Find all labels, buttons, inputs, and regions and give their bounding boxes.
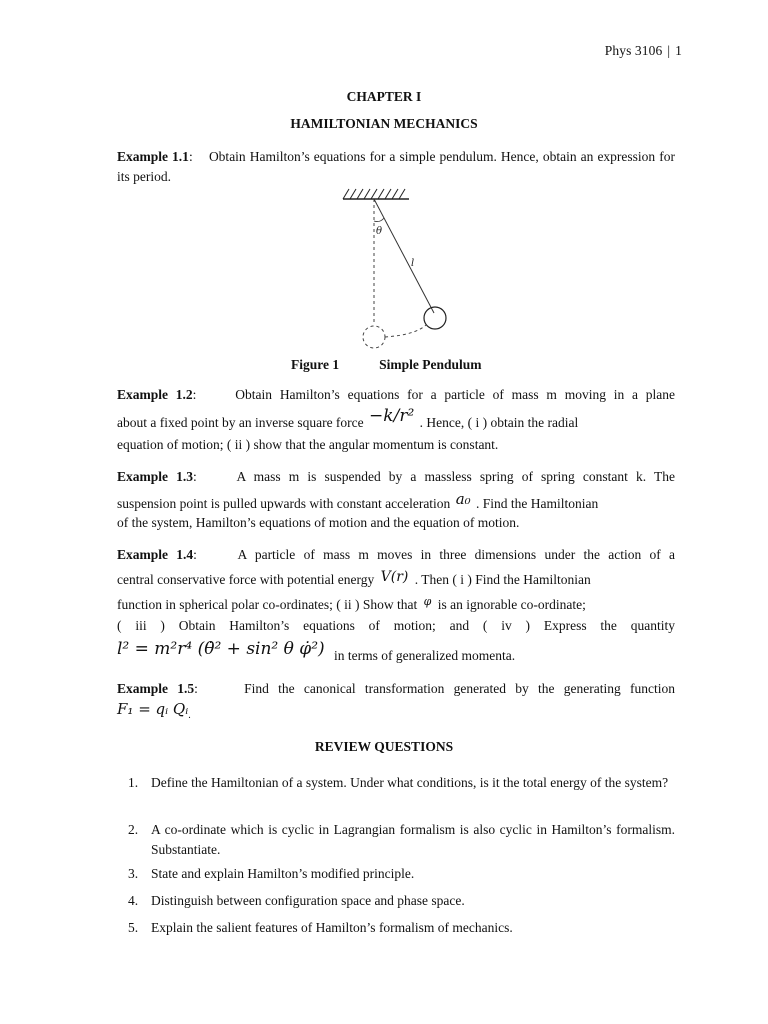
acceleration-symbol: a₀ — [455, 490, 471, 508]
review-title: REVIEW QUESTIONS — [314, 739, 454, 754]
example-1-1: Example 1.1: Obtain Hamilton’s equations for a simple pendulum. Hence, obtain an expression for its period. — [117, 149, 675, 184]
course-code: Phys 3106 — [604, 43, 663, 58]
example-1-4-line-4: ( iii ) Obtain Hamilton’s equations of motion; and ( iv ) Express the quantity — [117, 618, 675, 633]
theta-label: θ — [376, 226, 383, 237]
example-1-4-line-3: function in spherical polar co-ordinates; ( ii ) Show that $^\varphi$ is an ignorable co-ordinate; — [117, 595, 586, 612]
example-text: Obtain Hamilton’s equations for a simple pendulum. Hence, obtain an expression for its period. — [117, 149, 675, 184]
example-1-4-line-1: Example 1.4: A particle of mass m moves in three dimensions under the action of a — [117, 547, 675, 562]
example-1-4-line-2: central conservative force with potential energy V(r) . Then ( i ) Find the Hamiltonian — [117, 569, 591, 587]
example-1-5-line-1: Example 1.5: Find the canonical transformation generated by the generating function — [117, 681, 675, 696]
figure-caption — [291, 357, 482, 373]
example-label: Example 1.2 — [117, 387, 193, 402]
document-page: Phys 3106 | 1 CHAPTER I HAMILTONIAN MECHANICS Example 1.1: Obtain Hamilton’s equations for a simple pendulum. Hence, obtain an expression for its period. θ l Figure 1 Simple Pendulum Example 1.2: Obtain Hamilton’s equations for a particle of mass m moving in a plane about a fixed point by an inverse square force −k/r² . Hence, ( i ) obtain the radial equation of motion; ( ii ) show that the angular momentum is constant. Example 1.3: A mass m is suspended by a massless spring of spring constant k. The suspension point is pulled upwards with constant acceleration a₀ . Find the Hamiltonian of the system, Hamilton’s equations of motion and the equation of motion. Example 1.4: A particle of mass m moves in three dimensions under the action of a central conservative force with potential energy V(r) . Then ( i ) Find the Hamiltonian function in spherical polar co-ordinates; ( ii ) Show that $^\varphi$ is an ignorable co-ordinate; ( iii ) Obtain Hamilton’s equations of motion; and ( iv ) Express the quantity l² = m²r⁴ (θ̇² + sin² θ φ̇²) in terms of generalized momenta. Example 1.5: Find the canonical transformation generated by the generating function F₁ = qᵢ Qᵢ$_.$ REVIEW QUESTIONS 1. Define the Hamiltonian of a system. Under what conditions, is it the total energy of the system? 2. A co-ordinate which is cyclic in Lagrangian formalism is also cyclic in Hamilton’s formalism. Substantiate. 3. State and explain Hamilton’s modified principle. 4. Distinguish between configuration space and phase space. 5. Explain the salient features of Hamilton’s formalism of mechanics. — [0, 0, 768, 1024]
example-1-2-line-3: equation of motion; ( ii ) show that the angular momentum is constant. — [117, 437, 499, 452]
example-1-2-line-1: Example 1.2: Obtain Hamilton’s equations for a particle of mass m moving in a plane — [117, 387, 675, 402]
example-1-3-line-2: suspension point is pulled upwards with constant acceleration a₀ . Find the Hamiltonian — [117, 490, 599, 511]
generating-function: F₁ = qᵢ Qᵢ — [117, 700, 189, 718]
example-label: Example 1.3 — [117, 469, 193, 484]
example-1-2-line-2: about a fixed point by an inverse square force −k/r² . Hence, ( i ) obtain the radial — [117, 406, 579, 430]
example-label: Example 1.4 — [117, 547, 194, 562]
angular-momentum-expression: l² = m²r⁴ (θ̇² + sin² θ φ̇²) — [117, 639, 325, 659]
pendulum-figure — [335, 185, 455, 355]
example-1-3-line-1: Example 1.3: A mass m is suspended by a massless spring of spring constant k. The — [117, 469, 675, 484]
example-label: Example 1.5 — [117, 681, 195, 696]
page-number: 1 — [675, 43, 682, 58]
example-1-4-line-5: l² = m²r⁴ (θ̇² + sin² θ φ̇²) in terms of generalized momenta. — [117, 639, 516, 663]
figure-title: Simple Pendulum — [379, 357, 482, 372]
chapter-title: HAMILTONIAN MECHANICS — [290, 116, 478, 131]
potential-energy: V(r) — [380, 569, 409, 585]
phi-symbol: φ — [423, 595, 432, 608]
chapter-label: CHAPTER I — [346, 89, 422, 104]
figure-label: Figure 1 — [291, 357, 340, 372]
example-1-5-line-2: F₁ = qᵢ Qᵢ$_.$ — [117, 700, 191, 721]
length-label: l — [411, 258, 415, 269]
example-1-3-line-3: of the system, Hamilton’s equations of motion and the equation of motion. — [117, 515, 520, 530]
header-separator: | — [667, 43, 671, 58]
force-expression: −k/r² — [369, 406, 415, 426]
page-header — [605, 43, 682, 59]
example-label: Example 1.1 — [117, 149, 189, 164]
